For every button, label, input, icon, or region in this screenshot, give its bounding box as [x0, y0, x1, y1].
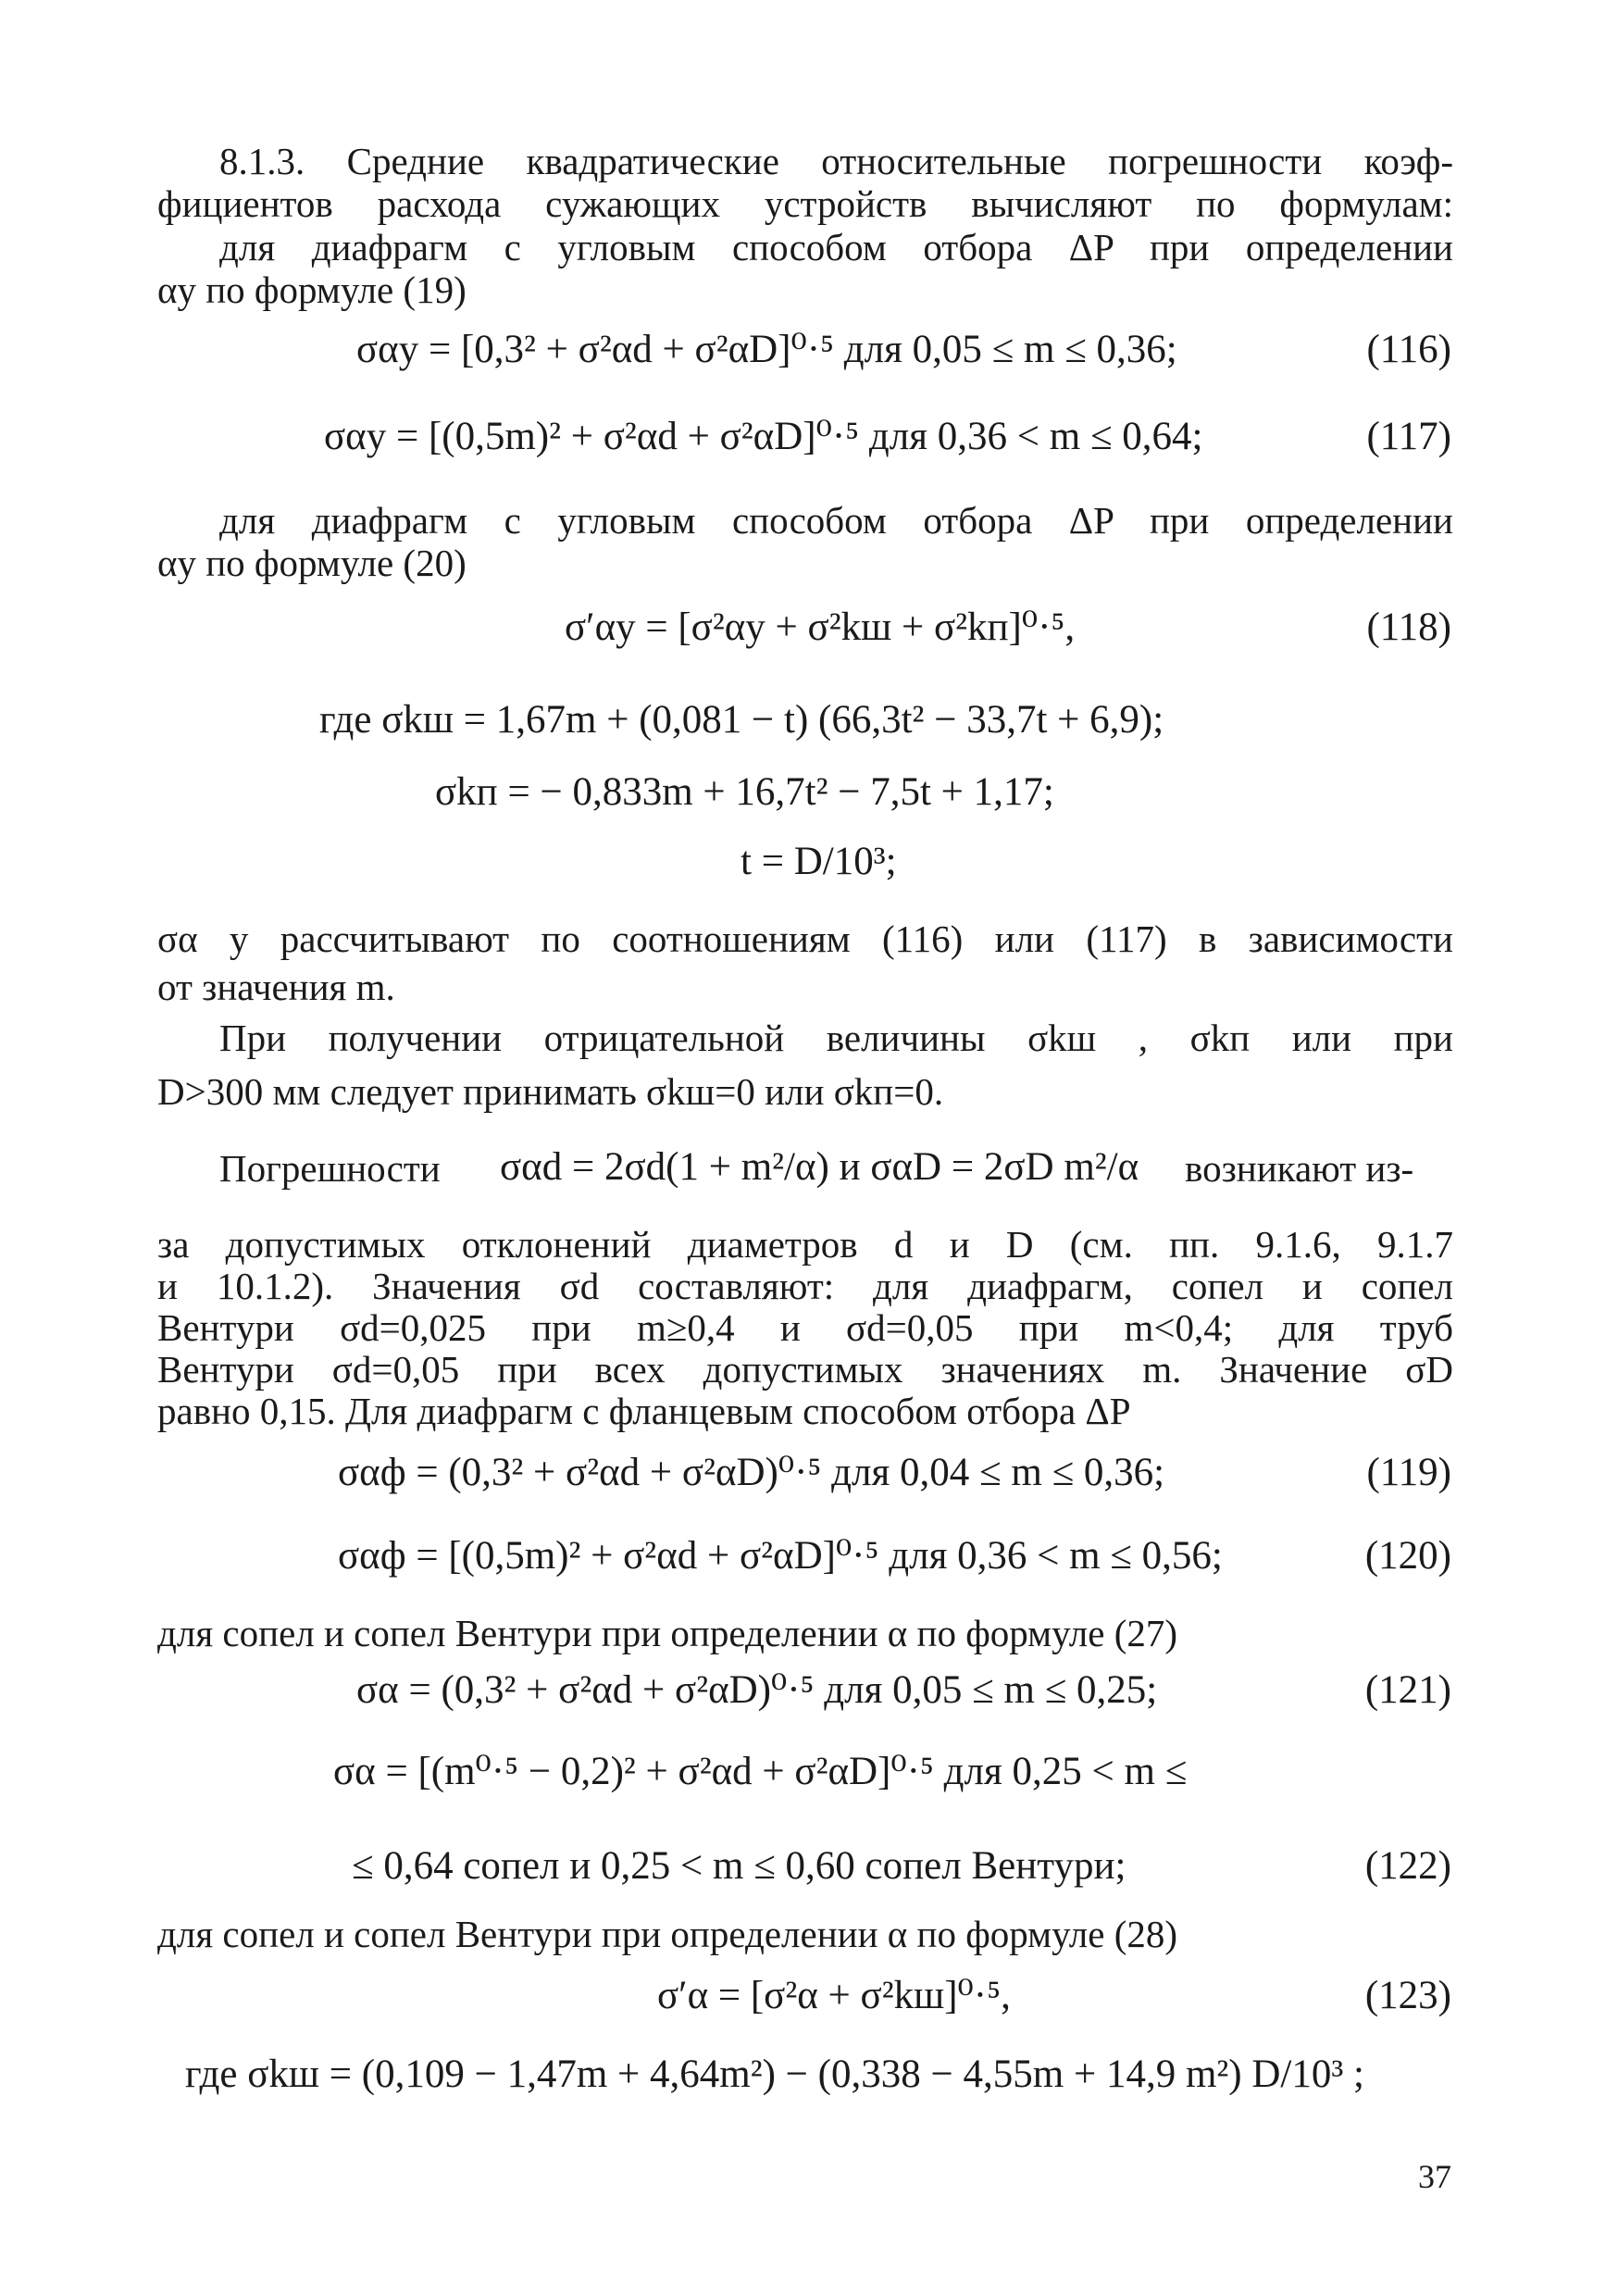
text-line: Вентури σd=0,05 при всех допустимых значениях m. Значение σD: [157, 1348, 1453, 1391]
equation-number: (117): [1366, 415, 1451, 458]
equation: σαу = [(0,5m)² + σ²αd + σ²αD]⁰·⁵ для 0,36 < m ≤ 0,64;: [324, 415, 1203, 458]
equation-number: (120): [1364, 1534, 1451, 1578]
text-line: для диафрагм с угловым способом отбора ΔP при определении: [219, 226, 1453, 268]
text-line: D>300 мм следует принимать σkш=0 или σkп=0.: [157, 1070, 944, 1113]
text-line: для сопел и сопел Вентури при определении α по формуле (28): [157, 1913, 1178, 1955]
text-line: и 10.1.2). Значения σd составляют: для диафрагм, сопел и сопел: [157, 1265, 1453, 1307]
equation: t = D/10³;: [741, 840, 897, 883]
equation: σ′αу = [σ²αу + σ²kш + σ²kп]⁰·⁵,: [565, 605, 1076, 649]
text-line: Вентури σd=0,025 при m≥0,4 и σd=0,05 при m<0,4; для труб: [157, 1306, 1453, 1349]
equation: σ′α = [σ²α + σ²kш]⁰·⁵,: [657, 1974, 1011, 2017]
equation: ≤ 0,64 сопел и 0,25 < m ≤ 0,60 сопел Вентури;: [352, 1844, 1126, 1888]
equation: σαу = [0,3² + σ²αd + σ²αD]⁰·⁵ для 0,05 ≤ m ≤ 0,36;: [356, 328, 1177, 371]
equation: σα = [(m⁰·⁵ − 0,2)² + σ²αd + σ²αD]⁰·⁵ для 0,25 < m ≤: [333, 1750, 1188, 1793]
text-line: αу по формуле (20): [157, 542, 467, 584]
text-line: αу по формуле (19): [157, 268, 467, 311]
equation: σαd = 2σd(1 + m²/α) и σαD = 2σD m²/α: [500, 1145, 1139, 1189]
text-line: равно 0,15. Для диафрагм с фланцевым способом отбора ΔP: [157, 1390, 1131, 1432]
equation-number: (123): [1364, 1974, 1451, 2017]
equation-number: (118): [1366, 605, 1451, 649]
equation: σαф = [(0,5m)² + σ²αd + σ²αD]⁰·⁵ для 0,36 < m ≤ 0,56;: [338, 1534, 1223, 1578]
equation: σαф = (0,3² + σ²αd + σ²αD)⁰·⁵ для 0,04 ≤ m ≤ 0,36;: [338, 1451, 1165, 1494]
text-line: для диафрагм с угловым способом отбора ΔP при определении: [219, 499, 1453, 542]
equation-number: (122): [1364, 1844, 1451, 1888]
text-line: При получении отрицательной величины σkш , σkп или при: [219, 1017, 1453, 1059]
equation: σkп = − 0,833m + 16,7t² − 7,5t + 1,17;: [435, 770, 1054, 814]
equation-number: (116): [1366, 328, 1451, 371]
equation-number: (121): [1364, 1668, 1451, 1712]
equation-number: (119): [1366, 1451, 1451, 1494]
text-line: для сопел и сопел Вентури при определении α по формуле (27): [157, 1612, 1178, 1654]
equation: σα = (0,3² + σ²αd + σ²αD)⁰·⁵ для 0,05 ≤ m ≤ 0,25;: [356, 1668, 1158, 1712]
text-line: 8.1.3. Средние квадратические относительные погрешности коэф-: [219, 140, 1453, 182]
text-line: σα у рассчитывают по соотношениям (116) или (117) в зависимости: [157, 917, 1453, 960]
text-line: за допустимых отклонений диаметров d и D (см. пп. 9.1.6, 9.1.7: [157, 1223, 1453, 1266]
equation: где σkш = (0,109 − 1,47m + 4,64m²) − (0,338 − 4,55m + 14,9 m²) D/10³ ;: [185, 2053, 1364, 2096]
text-line: фициентов расхода сужающих устройств вычисляют по формулам:: [157, 182, 1453, 225]
text-line: Погрешности: [219, 1147, 441, 1190]
text-line: от значения m.: [157, 966, 395, 1008]
equation: где σkш = 1,67m + (0,081 − t) (66,3t² − 33,7t + 6,9);: [319, 698, 1164, 742]
text-line: возникают из-: [1185, 1147, 1414, 1190]
page-number: 37: [1418, 2158, 1451, 2195]
